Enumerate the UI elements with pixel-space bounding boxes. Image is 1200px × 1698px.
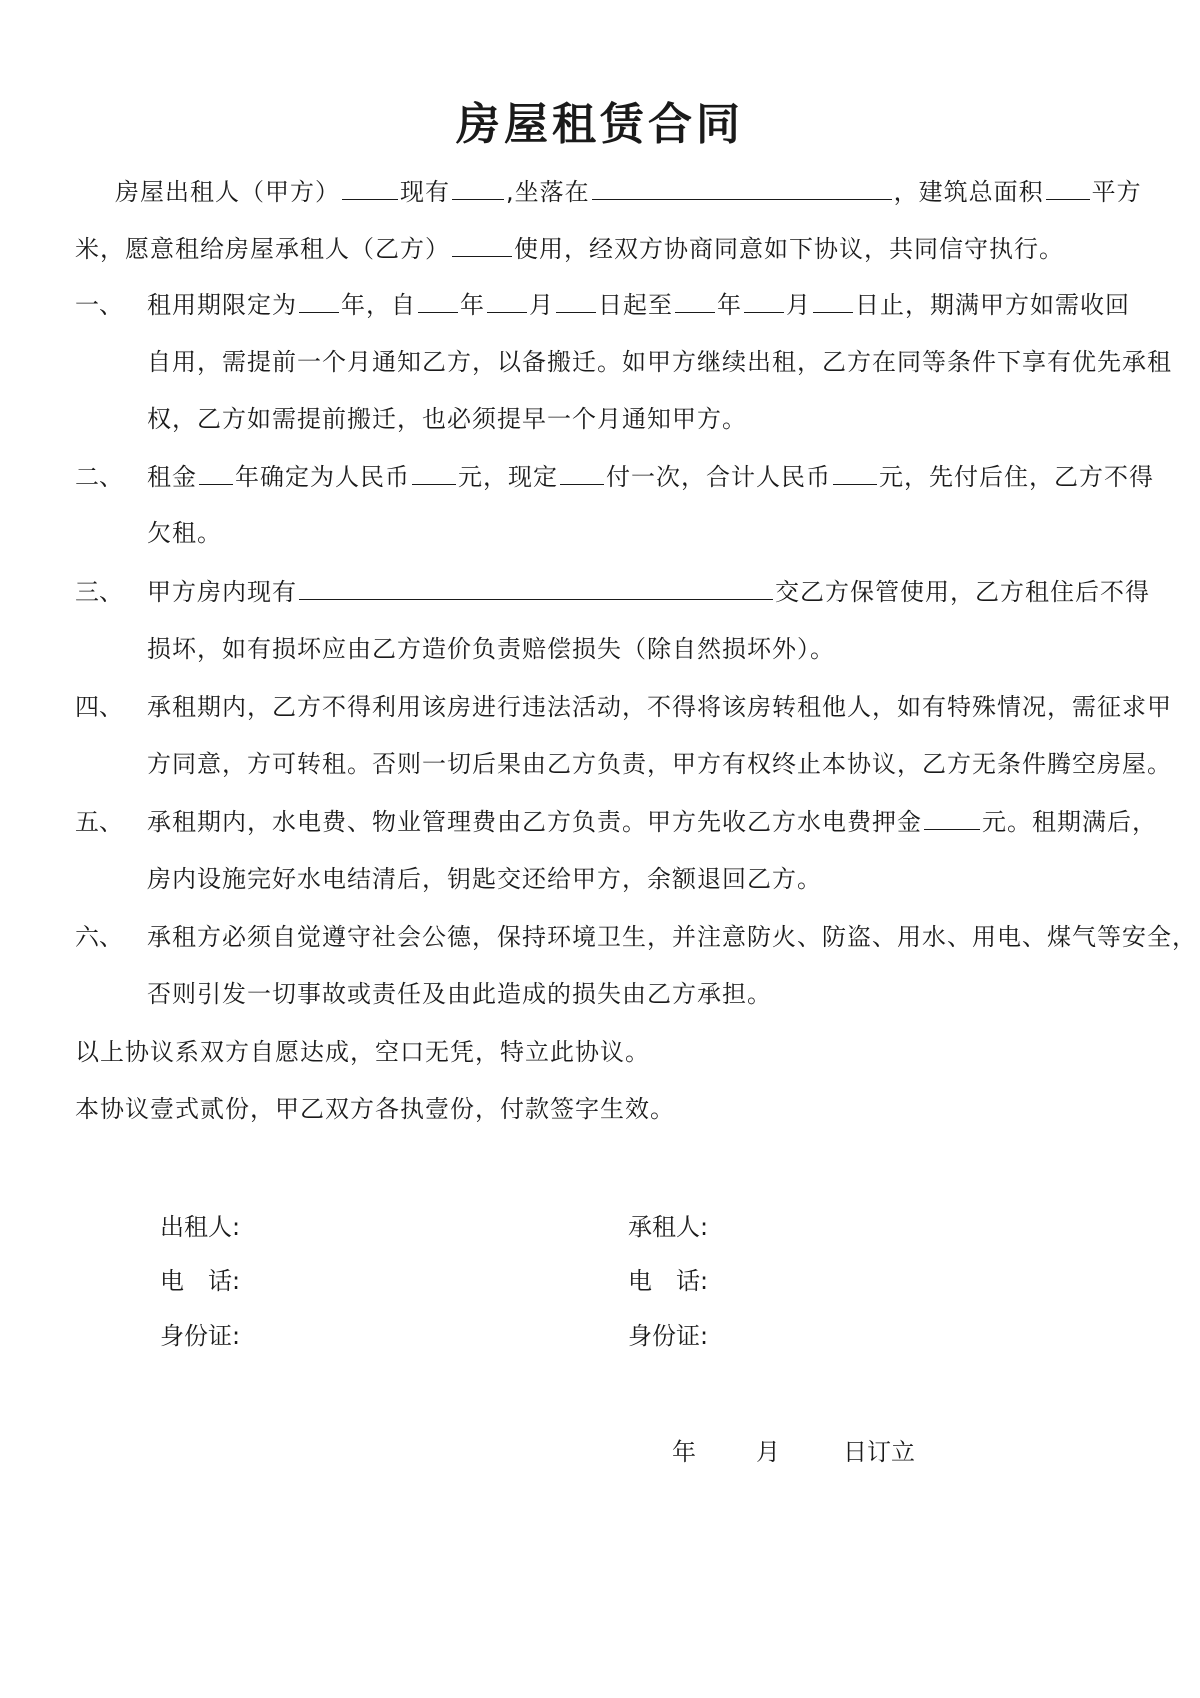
- rent-amount-blank: [412, 462, 456, 485]
- end-month-blank: [744, 290, 784, 313]
- clause-4-line-2: 方同意，方可转租。否则一切后果由乙方负责，甲方有权终止本协议，乙方无条件腾空房屋。: [147, 750, 1172, 778]
- clause-2-text: 元，先付后住，乙方不得: [879, 463, 1154, 491]
- clause-3-text: 甲方房内现有: [147, 578, 297, 606]
- date-year-label: 年: [672, 1438, 696, 1466]
- payment-period-blank: [560, 462, 604, 485]
- lessor-id-label: 身份证:: [160, 1322, 241, 1350]
- rent-years-blank: [199, 462, 233, 485]
- clause-5-line-1: [147, 806, 1157, 838]
- clause-5-text: 元。租期满后，: [982, 808, 1157, 836]
- term-years-blank: [299, 290, 339, 313]
- lessee-phone-label: 电 话:: [628, 1267, 709, 1295]
- closing-line-2: 本协议壹式贰份，甲乙双方各执壹份，付款签字生效。: [75, 1095, 675, 1123]
- clause-6-line-2: 否则引发一切事故或责任及由此造成的损失由乙方承担。: [147, 980, 772, 1008]
- clause-3-number: 三、: [75, 578, 123, 606]
- clause-2-text: 租金: [147, 463, 197, 491]
- clause-1-text: 月: [529, 291, 554, 319]
- clause-5-text: 承租期内，水电费、物业管理费由乙方负责。甲方先收乙方水电费押金: [147, 808, 922, 836]
- intro-has-label: 现有: [400, 178, 450, 206]
- end-year-blank: [675, 290, 715, 313]
- lessor-name-blank: [342, 177, 398, 200]
- intro-line-2: [75, 233, 1064, 265]
- clause-1-text: 日起至: [598, 291, 673, 319]
- intro-located-label: ,坐落在: [506, 178, 590, 206]
- clause-1-text: 年，自: [341, 291, 416, 319]
- total-amount-blank: [833, 462, 877, 485]
- clause-6-line-1: 承租方必须自觉遵守社会公德，保持环境卫生，并注意防火、防盗、用水、用电、煤气等安全，: [147, 923, 1197, 951]
- furnishings-blank: [299, 577, 773, 600]
- clause-2-text: 年确定为人民币: [235, 463, 410, 491]
- start-month-blank: [487, 290, 527, 313]
- clause-2-number: 二、: [75, 463, 123, 491]
- clause-2-text: 元，现定: [458, 463, 558, 491]
- intro-sqm-label: 平方: [1091, 178, 1142, 206]
- clause-1-text: 日止，期满甲方如需收回: [855, 291, 1130, 319]
- deposit-blank: [924, 807, 980, 830]
- clause-1-line-1: [147, 289, 1130, 321]
- document-title: 房屋租赁合同: [456, 99, 744, 150]
- clause-1-text: 年: [717, 291, 742, 319]
- lessee-signature-label: 承租人:: [628, 1213, 709, 1241]
- intro-agreement-text: 使用，经双方协商同意如下协议，共同信守执行。: [514, 235, 1064, 263]
- clause-2-line-2: 欠租。: [147, 519, 222, 547]
- clause-4-number: 四、: [75, 693, 123, 721]
- clause-5-line-2: 房内设施完好水电结清后，钥匙交还给甲方，余额退回乙方。: [147, 865, 822, 893]
- intro-line-1: [115, 176, 1142, 208]
- lessor-phone-label: 电 话:: [160, 1267, 241, 1295]
- clause-1-line-2: 自用，需提前一个月通知乙方，以备搬迁。如甲方继续出租，乙方在同等条件下享有优先承租: [147, 348, 1172, 376]
- clause-6-number: 六、: [75, 923, 123, 951]
- clause-1-line-3: 权，乙方如需提前搬迁，也必须提早一个月通知甲方。: [147, 405, 747, 433]
- end-day-blank: [813, 290, 853, 313]
- clause-3-line-2: 损坏，如有损坏应由乙方造价负责赔偿损失（除自然损坏外）。: [147, 635, 835, 663]
- clause-2-line-1: [147, 461, 1154, 493]
- clause-1-text: 年: [460, 291, 485, 319]
- clause-1-text: 月: [786, 291, 811, 319]
- clause-3-text: 交乙方保管使用，乙方租住后不得: [775, 578, 1150, 606]
- start-day-blank: [556, 290, 596, 313]
- clause-1-number: 一、: [75, 291, 123, 319]
- intro-lessee-label: 米，愿意租给房屋承租人（乙方）: [75, 235, 450, 263]
- intro-lessor-label: 房屋出租人（甲方）: [115, 178, 340, 206]
- area-blank: [1046, 177, 1090, 200]
- date-day-label: 日订立: [843, 1438, 915, 1466]
- property-blank: [452, 177, 504, 200]
- lessor-signature-label: 出租人:: [160, 1213, 241, 1241]
- clause-1-text: 租用期限定为: [147, 291, 297, 319]
- intro-area-label: ，建筑总面积: [893, 178, 1044, 206]
- lessee-name-blank: [452, 234, 512, 257]
- clause-3-line-1: [147, 576, 1150, 608]
- closing-line-1: 以上协议系双方自愿达成，空口无凭，特立此协议。: [75, 1038, 650, 1066]
- clause-5-number: 五、: [75, 808, 123, 836]
- date-month-label: 月: [756, 1438, 780, 1466]
- address-blank: [592, 177, 892, 200]
- lessee-id-label: 身份证:: [628, 1322, 709, 1350]
- clause-4-line-1: 承租期内，乙方不得利用该房进行违法活动，不得将该房转租他人，如有特殊情况，需征求甲: [147, 693, 1172, 721]
- clause-2-text: 付一次，合计人民币: [606, 463, 831, 491]
- start-year-blank: [418, 290, 458, 313]
